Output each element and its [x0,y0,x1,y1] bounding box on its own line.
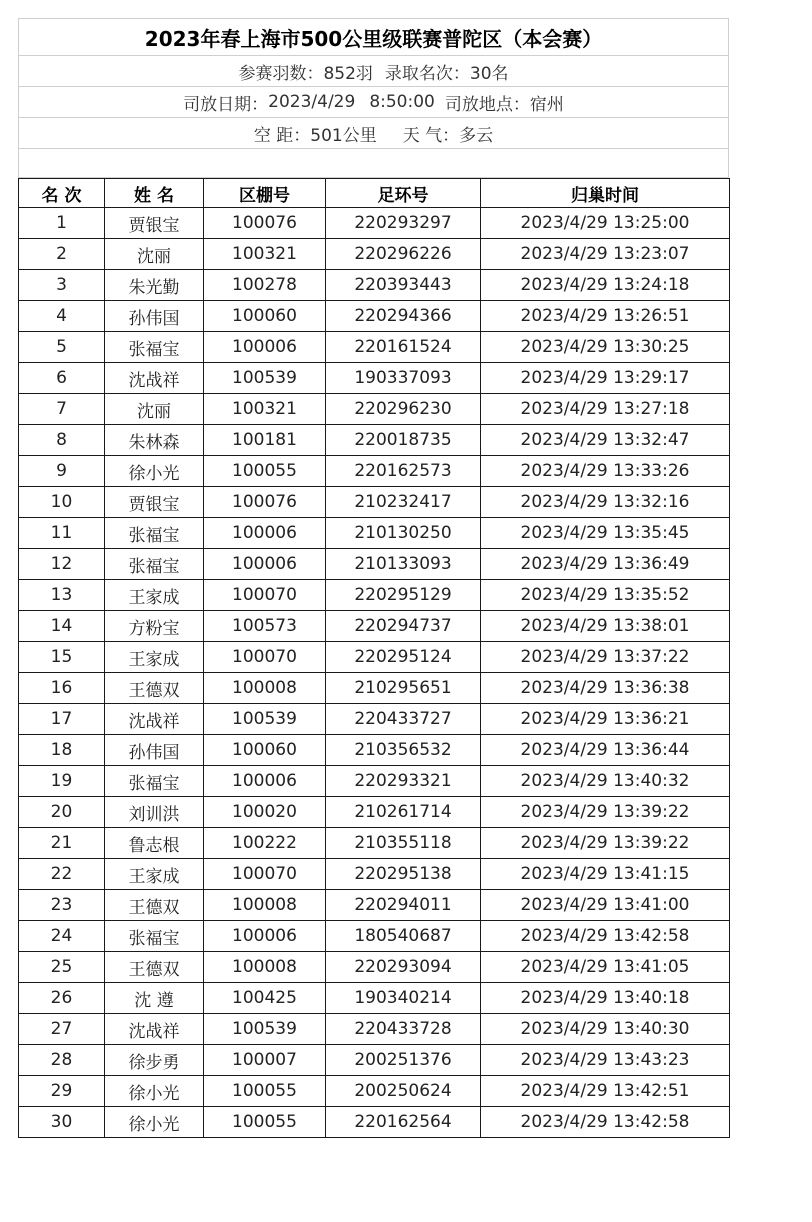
table-row [19,859,730,890]
rank-cell: 8 [19,425,105,456]
ring-number-cell: 220293321 [326,766,481,797]
release-place-label: 司放地点： [444,94,530,115]
column-header-return-time: 归巢时间 [481,179,730,208]
name-cell: 王德双 [105,890,204,921]
rank-cell: 14 [19,611,105,642]
return-time-cell: 2023/4/29 13:35:45 [481,518,730,549]
name-cell: 徐小光 [105,1107,204,1138]
ring-number-cell: 220295129 [326,580,481,611]
column-header-rank: 名 次 [19,179,105,208]
ring-number-cell: 210232417 [326,487,481,518]
loft-id-cell: 100006 [204,921,326,952]
return-time-cell: 2023/4/29 13:40:32 [481,766,730,797]
rank-cell: 23 [19,890,105,921]
loft-id-cell: 100321 [204,394,326,425]
table-row [19,1014,730,1045]
return-time-cell: 2023/4/29 13:41:00 [481,890,730,921]
table-row [19,673,730,704]
return-time-cell: 2023/4/29 13:35:52 [481,580,730,611]
return-time-cell: 2023/4/29 13:41:15 [481,859,730,890]
rank-cell: 2 [19,239,105,270]
ring-number-cell: 220433728 [326,1014,481,1045]
ring-number-cell: 210133093 [326,549,481,580]
return-time-cell: 2023/4/29 13:23:07 [481,239,730,270]
loft-id-cell: 100539 [204,363,326,394]
table-row [19,518,730,549]
table-row [19,704,730,735]
return-time-cell: 2023/4/29 13:26:51 [481,301,730,332]
loft-id-cell: 100055 [204,1107,326,1138]
ring-number-cell: 220295124 [326,642,481,673]
rank-cell: 4 [19,301,105,332]
table-row [19,1076,730,1107]
results-table [18,178,730,1138]
column-header-loft-id: 区棚号 [204,179,326,208]
loft-id-cell: 100070 [204,859,326,890]
name-cell: 孙伟国 [105,735,204,766]
name-cell: 沈战祥 [105,363,204,394]
rank-cell: 19 [19,766,105,797]
loft-id-cell: 100008 [204,673,326,704]
table-row [19,549,730,580]
ring-number-cell: 220293094 [326,952,481,983]
ring-number-cell: 180540687 [326,921,481,952]
participants-row [18,56,729,87]
ring-number-cell: 220162573 [326,456,481,487]
return-time-cell: 2023/4/29 13:38:01 [481,611,730,642]
return-time-cell: 2023/4/29 13:32:47 [481,425,730,456]
name-cell: 沈丽 [105,394,204,425]
table-row [19,952,730,983]
loft-id-cell: 100425 [204,983,326,1014]
return-time-cell: 2023/4/29 13:30:25 [481,332,730,363]
rank-cell: 30 [19,1107,105,1138]
loft-id-cell: 100055 [204,1076,326,1107]
blank-row [18,149,729,178]
table-row [19,642,730,673]
loft-id-cell: 100006 [204,518,326,549]
return-time-cell: 2023/4/29 13:36:38 [481,673,730,704]
name-cell: 方粉宝 [105,611,204,642]
rank-cell: 25 [19,952,105,983]
return-time-cell: 2023/4/29 13:40:18 [481,983,730,1014]
name-cell: 沈战祥 [105,704,204,735]
results-sheet [18,18,729,1138]
table-row [19,239,730,270]
name-cell: 沈战祥 [105,1014,204,1045]
return-time-cell: 2023/4/29 13:32:16 [481,487,730,518]
loft-id-cell: 100060 [204,735,326,766]
name-cell: 张福宝 [105,766,204,797]
race-title [18,18,729,56]
ring-number-cell: 220296230 [326,394,481,425]
ring-number-cell: 220161524 [326,332,481,363]
table-row [19,797,730,828]
loft-id-cell: 100060 [204,301,326,332]
name-cell: 贾银宝 [105,208,204,239]
release-place-value: 宿州 [529,94,564,115]
return-time-cell: 2023/4/29 13:37:22 [481,642,730,673]
name-cell: 张福宝 [105,549,204,580]
table-row [19,425,730,456]
table-header-row [19,179,730,208]
loft-id-cell: 100076 [204,487,326,518]
table-row [19,1045,730,1076]
loft-id-cell: 100539 [204,1014,326,1045]
loft-id-cell: 100573 [204,611,326,642]
loft-id-cell: 100321 [204,239,326,270]
table-row [19,983,730,1014]
rank-cell: 7 [19,394,105,425]
return-time-cell: 2023/4/29 13:42:51 [481,1076,730,1107]
participants-value: 852羽 [323,63,373,84]
table-row [19,580,730,611]
name-cell: 王家成 [105,580,204,611]
name-cell: 朱林森 [105,425,204,456]
name-cell: 张福宝 [105,518,204,549]
rank-cell: 3 [19,270,105,301]
ring-number-cell: 210261714 [326,797,481,828]
ring-number-cell: 220393443 [326,270,481,301]
distance-value: 501公里 [310,125,377,146]
loft-id-cell: 100055 [204,456,326,487]
table-row [19,611,730,642]
table-row [19,1107,730,1138]
rank-cell: 6 [19,363,105,394]
loft-id-cell: 100006 [204,766,326,797]
column-header-ring-number: 足环号 [326,179,481,208]
table-row [19,270,730,301]
ring-number-cell: 220296226 [326,239,481,270]
return-time-cell: 2023/4/29 13:25:00 [481,208,730,239]
rank-cell: 28 [19,1045,105,1076]
loft-id-cell: 100278 [204,270,326,301]
rank-cell: 17 [19,704,105,735]
ranked-value: 30名 [469,63,509,84]
rank-cell: 11 [19,518,105,549]
ring-number-cell: 210355118 [326,828,481,859]
loft-id-cell: 100070 [204,642,326,673]
table-row [19,208,730,239]
name-cell: 徐小光 [105,456,204,487]
distance-row [18,118,729,149]
name-cell: 王家成 [105,642,204,673]
ring-number-cell: 220294011 [326,890,481,921]
release-date-value: 2023/4/29 [268,92,356,112]
table-row [19,332,730,363]
distance-label: 空 距： [253,125,311,146]
ring-number-cell: 200250624 [326,1076,481,1107]
name-cell: 张福宝 [105,921,204,952]
rank-cell: 27 [19,1014,105,1045]
name-cell: 贾银宝 [105,487,204,518]
return-time-cell: 2023/4/29 13:41:05 [481,952,730,983]
results-table-body [19,208,730,1138]
return-time-cell: 2023/4/29 13:36:49 [481,549,730,580]
rank-cell: 13 [19,580,105,611]
name-cell: 王家成 [105,859,204,890]
name-cell: 王德双 [105,952,204,983]
rank-cell: 9 [19,456,105,487]
return-time-cell: 2023/4/29 13:42:58 [481,1107,730,1138]
loft-id-cell: 100007 [204,1045,326,1076]
rank-cell: 5 [19,332,105,363]
ring-number-cell: 220433727 [326,704,481,735]
rank-cell: 18 [19,735,105,766]
rank-cell: 15 [19,642,105,673]
ring-number-cell: 220293297 [326,208,481,239]
table-row [19,766,730,797]
loft-id-cell: 100006 [204,549,326,580]
ring-number-cell: 220294366 [326,301,481,332]
table-row [19,921,730,952]
weather-label: 天 气： [402,125,460,146]
rank-cell: 12 [19,549,105,580]
weather-value: 多云 [459,125,494,146]
table-row [19,363,730,394]
table-row [19,394,730,425]
table-row [19,890,730,921]
loft-id-cell: 100020 [204,797,326,828]
return-time-cell: 2023/4/29 13:39:22 [481,797,730,828]
column-header-name: 姓 名 [105,179,204,208]
return-time-cell: 2023/4/29 13:29:17 [481,363,730,394]
name-cell: 孙伟国 [105,301,204,332]
ring-number-cell: 220018735 [326,425,481,456]
table-row [19,456,730,487]
rank-cell: 16 [19,673,105,704]
loft-id-cell: 100076 [204,208,326,239]
table-row [19,828,730,859]
return-time-cell: 2023/4/29 13:33:26 [481,456,730,487]
rank-cell: 20 [19,797,105,828]
loft-id-cell: 100008 [204,952,326,983]
table-row [19,735,730,766]
name-cell: 徐步勇 [105,1045,204,1076]
rank-cell: 21 [19,828,105,859]
ranked-label: 录取名次： [384,63,470,84]
name-cell: 沈 遵 [105,983,204,1014]
race-title-text: 2023年春上海市500公里级联赛普陀区（本会赛） [144,26,603,51]
loft-id-cell: 100539 [204,704,326,735]
name-cell: 朱光勤 [105,270,204,301]
ring-number-cell: 200251376 [326,1045,481,1076]
rank-cell: 1 [19,208,105,239]
return-time-cell: 2023/4/29 13:27:18 [481,394,730,425]
release-date-label: 司放日期： [183,94,269,115]
rank-cell: 26 [19,983,105,1014]
ring-number-cell: 220162564 [326,1107,481,1138]
participants-label: 参赛羽数： [238,63,324,84]
ring-number-cell: 190337093 [326,363,481,394]
name-cell: 刘训洪 [105,797,204,828]
release-time-value: 8:50:00 [369,92,435,112]
rank-cell: 24 [19,921,105,952]
name-cell: 张福宝 [105,332,204,363]
return-time-cell: 2023/4/29 13:40:30 [481,1014,730,1045]
return-time-cell: 2023/4/29 13:36:44 [481,735,730,766]
ring-number-cell: 190340214 [326,983,481,1014]
return-time-cell: 2023/4/29 13:39:22 [481,828,730,859]
rank-cell: 29 [19,1076,105,1107]
return-time-cell: 2023/4/29 13:36:21 [481,704,730,735]
ring-number-cell: 210130250 [326,518,481,549]
name-cell: 鲁志根 [105,828,204,859]
table-row [19,487,730,518]
loft-id-cell: 100006 [204,332,326,363]
ring-number-cell: 220295138 [326,859,481,890]
ring-number-cell: 220294737 [326,611,481,642]
loft-id-cell: 100070 [204,580,326,611]
name-cell: 王德双 [105,673,204,704]
ring-number-cell: 210356532 [326,735,481,766]
return-time-cell: 2023/4/29 13:24:18 [481,270,730,301]
ring-number-cell: 210295651 [326,673,481,704]
return-time-cell: 2023/4/29 13:42:58 [481,921,730,952]
loft-id-cell: 100222 [204,828,326,859]
release-row [18,87,729,118]
loft-id-cell: 100008 [204,890,326,921]
name-cell: 徐小光 [105,1076,204,1107]
name-cell: 沈丽 [105,239,204,270]
rank-cell: 22 [19,859,105,890]
loft-id-cell: 100181 [204,425,326,456]
table-row [19,301,730,332]
rank-cell: 10 [19,487,105,518]
return-time-cell: 2023/4/29 13:43:23 [481,1045,730,1076]
